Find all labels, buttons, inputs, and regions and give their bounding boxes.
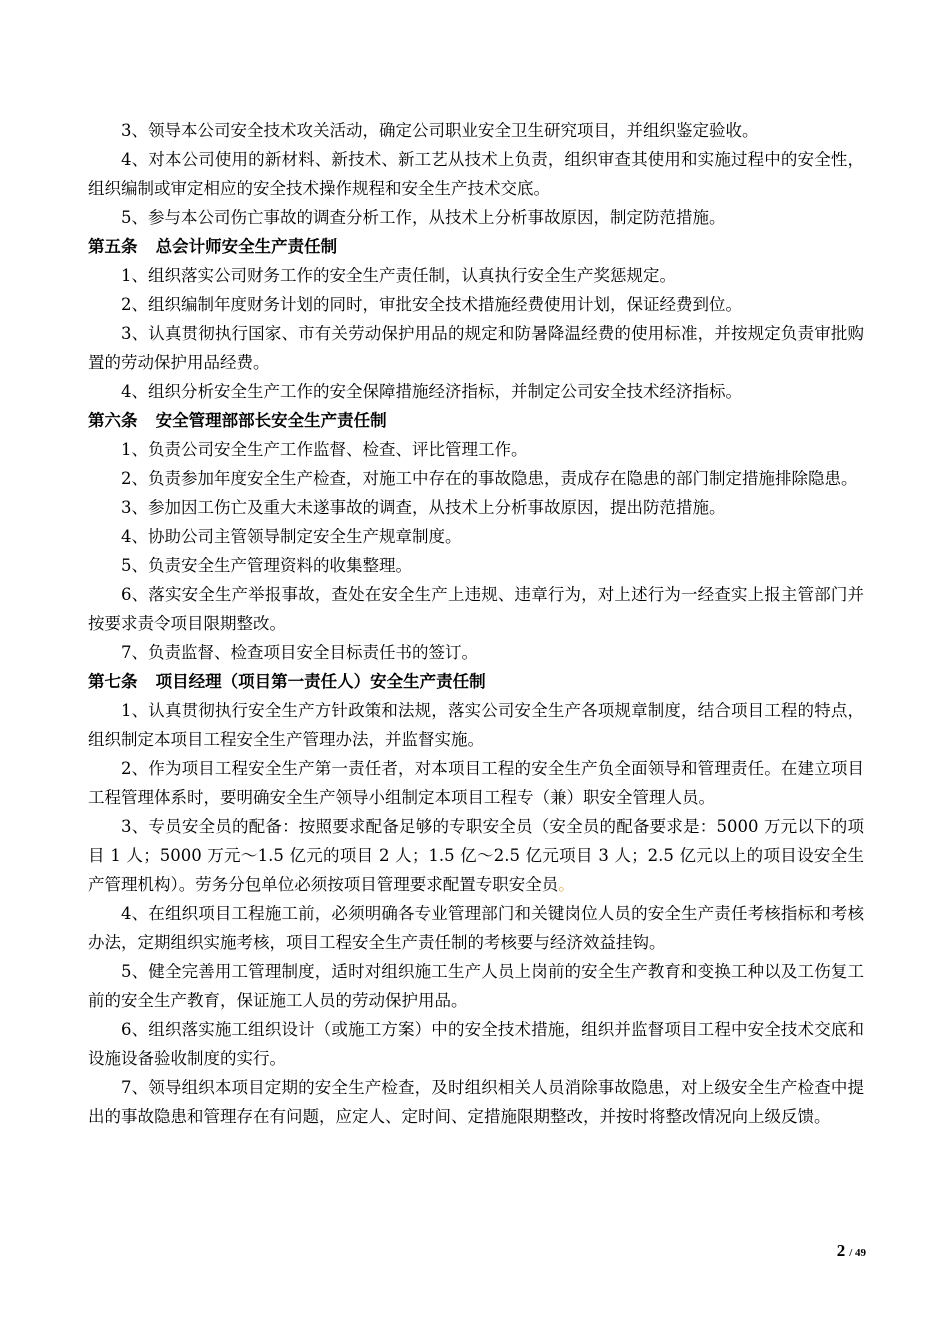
s6-item-7: 7、负责监督、检查项目安全目标责任书的签订。 — [121, 643, 478, 662]
s7-item-4: 4、在组织项目工程施工前，必须明确各专业管理部门和关键岗位人员的安全生产责任考核指标和考核办法，定期组织实施考核，项目工程安全生产责任制的考核要与经济效益挂钩。 — [88, 904, 864, 952]
article-6-heading — [88, 406, 864, 435]
s6-item-6: 6、落实安全生产举报事故，查处在安全生产上违规、违章行为，对上述行为一经查实上报主管部门并按要求责令项目限期整改。 — [88, 585, 864, 633]
article-5-number: 第五条 — [88, 237, 138, 256]
page-total: / 49 — [849, 1247, 866, 1259]
s7-item-3 — [88, 812, 864, 899]
article-5-heading — [88, 232, 864, 261]
s7-item-5: 5、健全完善用工管理制度，适时对组织施工生产人员上岗前的安全生产教育和变换工种以及工伤复工前的安全生产教育，保证施工人员的劳动保护用品。 — [88, 962, 864, 1010]
s6-item-4: 4、协助公司主管领导制定安全生产规章制度。 — [121, 527, 462, 546]
document-page — [88, 116, 864, 1131]
article-6-number: 第六条 — [88, 411, 138, 430]
article-7-number: 第七条 — [88, 672, 138, 691]
s6-item-1: 1、负责公司安全生产工作监督、检查、评比管理工作。 — [121, 440, 528, 459]
article-6-title: 安全管理部部长安全生产责任制 — [155, 411, 387, 430]
s4-item-4: 4、对本公司使用的新材料、新技术、新工艺从技术上负责，组织审查其使用和实施过程中的安全性，组织编制或审定相应的安全技术操作规程和安全生产技术交底。 — [88, 150, 864, 198]
s5-item-1: 1、组织落实公司财务工作的安全生产责任制，认真执行安全生产奖惩规定。 — [121, 266, 676, 285]
page-current: 2 — [836, 1241, 846, 1260]
s4-item-5: 5、参与本公司伤亡事故的调查分析工作，从技术上分析事故原因，制定防范措施。 — [121, 208, 726, 227]
s7-item-6: 6、组织落实施工组织设计（或施工方案）中的安全技术措施，组织并监督项目工程中安全技术交底和设施设备验收制度的实行。 — [88, 1020, 864, 1068]
s4-item-3: 3、领导本公司安全技术攻关活动，确定公司职业安全卫生研究项目，并组织鉴定验收。 — [121, 121, 759, 140]
s5-item-4: 4、组织分析安全生产工作的安全保障措施经济指标，并制定公司安全技术经济指标。 — [121, 382, 742, 401]
s7-item-2: 2、作为项目工程安全生产第一责任者，对本项目工程的安全生产负全面领导和管理责任。在建立项目工程管理体系时，要明确安全生产领导小组制定本项目工程专（兼）职安全管理人员。 — [88, 759, 864, 807]
s6-item-2: 2、负责参加年度安全生产检查，对施工中存在的事故隐患，责成存在隐患的部门制定措施排除隐患。 — [121, 469, 858, 488]
s6-item-3: 3、参加因工伤亡及重大未遂事故的调查，从技术上分析事故原因，提出防范措施。 — [121, 498, 726, 517]
page-number — [837, 1241, 866, 1261]
s6-item-5: 5、负责安全生产管理资料的收集整理。 — [121, 556, 412, 575]
article-7-title: 项目经理（项目第一责任人）安全生产责任制 — [155, 672, 486, 691]
article-5-title: 总会计师安全生产责任制 — [155, 237, 338, 256]
s7-item-1: 1、认真贯彻执行安全生产方针政策和法规，落实公司安全生产各项规章制度，结合项目工程的特点，组织制定本项目工程安全生产管理办法，并监督实施。 — [88, 701, 864, 749]
s7-item-3-text: 3、专员安全员的配备：按照要求配备足够的专职安全员（安全员的配备要求是：5000 万元以下的项目 1 人；5000 万元～1.5 亿元的项目 2 人；1.5 亿～2.5 亿元项目 3 人；2.5 亿元以上的项目设安全生产管理机构）。劳务分包单位必须按项目管理要求配置专职安全员 — [88, 817, 864, 894]
article-7-heading — [88, 667, 864, 696]
s5-item-3: 3、认真贯彻执行国家、市有关劳动保护用品的规定和防暑降温经费的使用标准，并按规定负责审批购置的劳动保护用品经费。 — [88, 324, 864, 372]
s7-item-7: 7、领导组织本项目定期的安全生产检查，及时组织相关人员消除事故隐患，对上级安全生产检查中提出的事故隐患和管理存在有问题，应定人、定时间、定措施限期整改，并按时将整改情况向上级反馈。 — [88, 1078, 864, 1126]
s5-item-2: 2、组织编制年度财务计划的同时，审批安全技术措施经费使用计划，保证经费到位。 — [121, 295, 742, 314]
s7-item-3-mark: 。 — [558, 875, 575, 894]
